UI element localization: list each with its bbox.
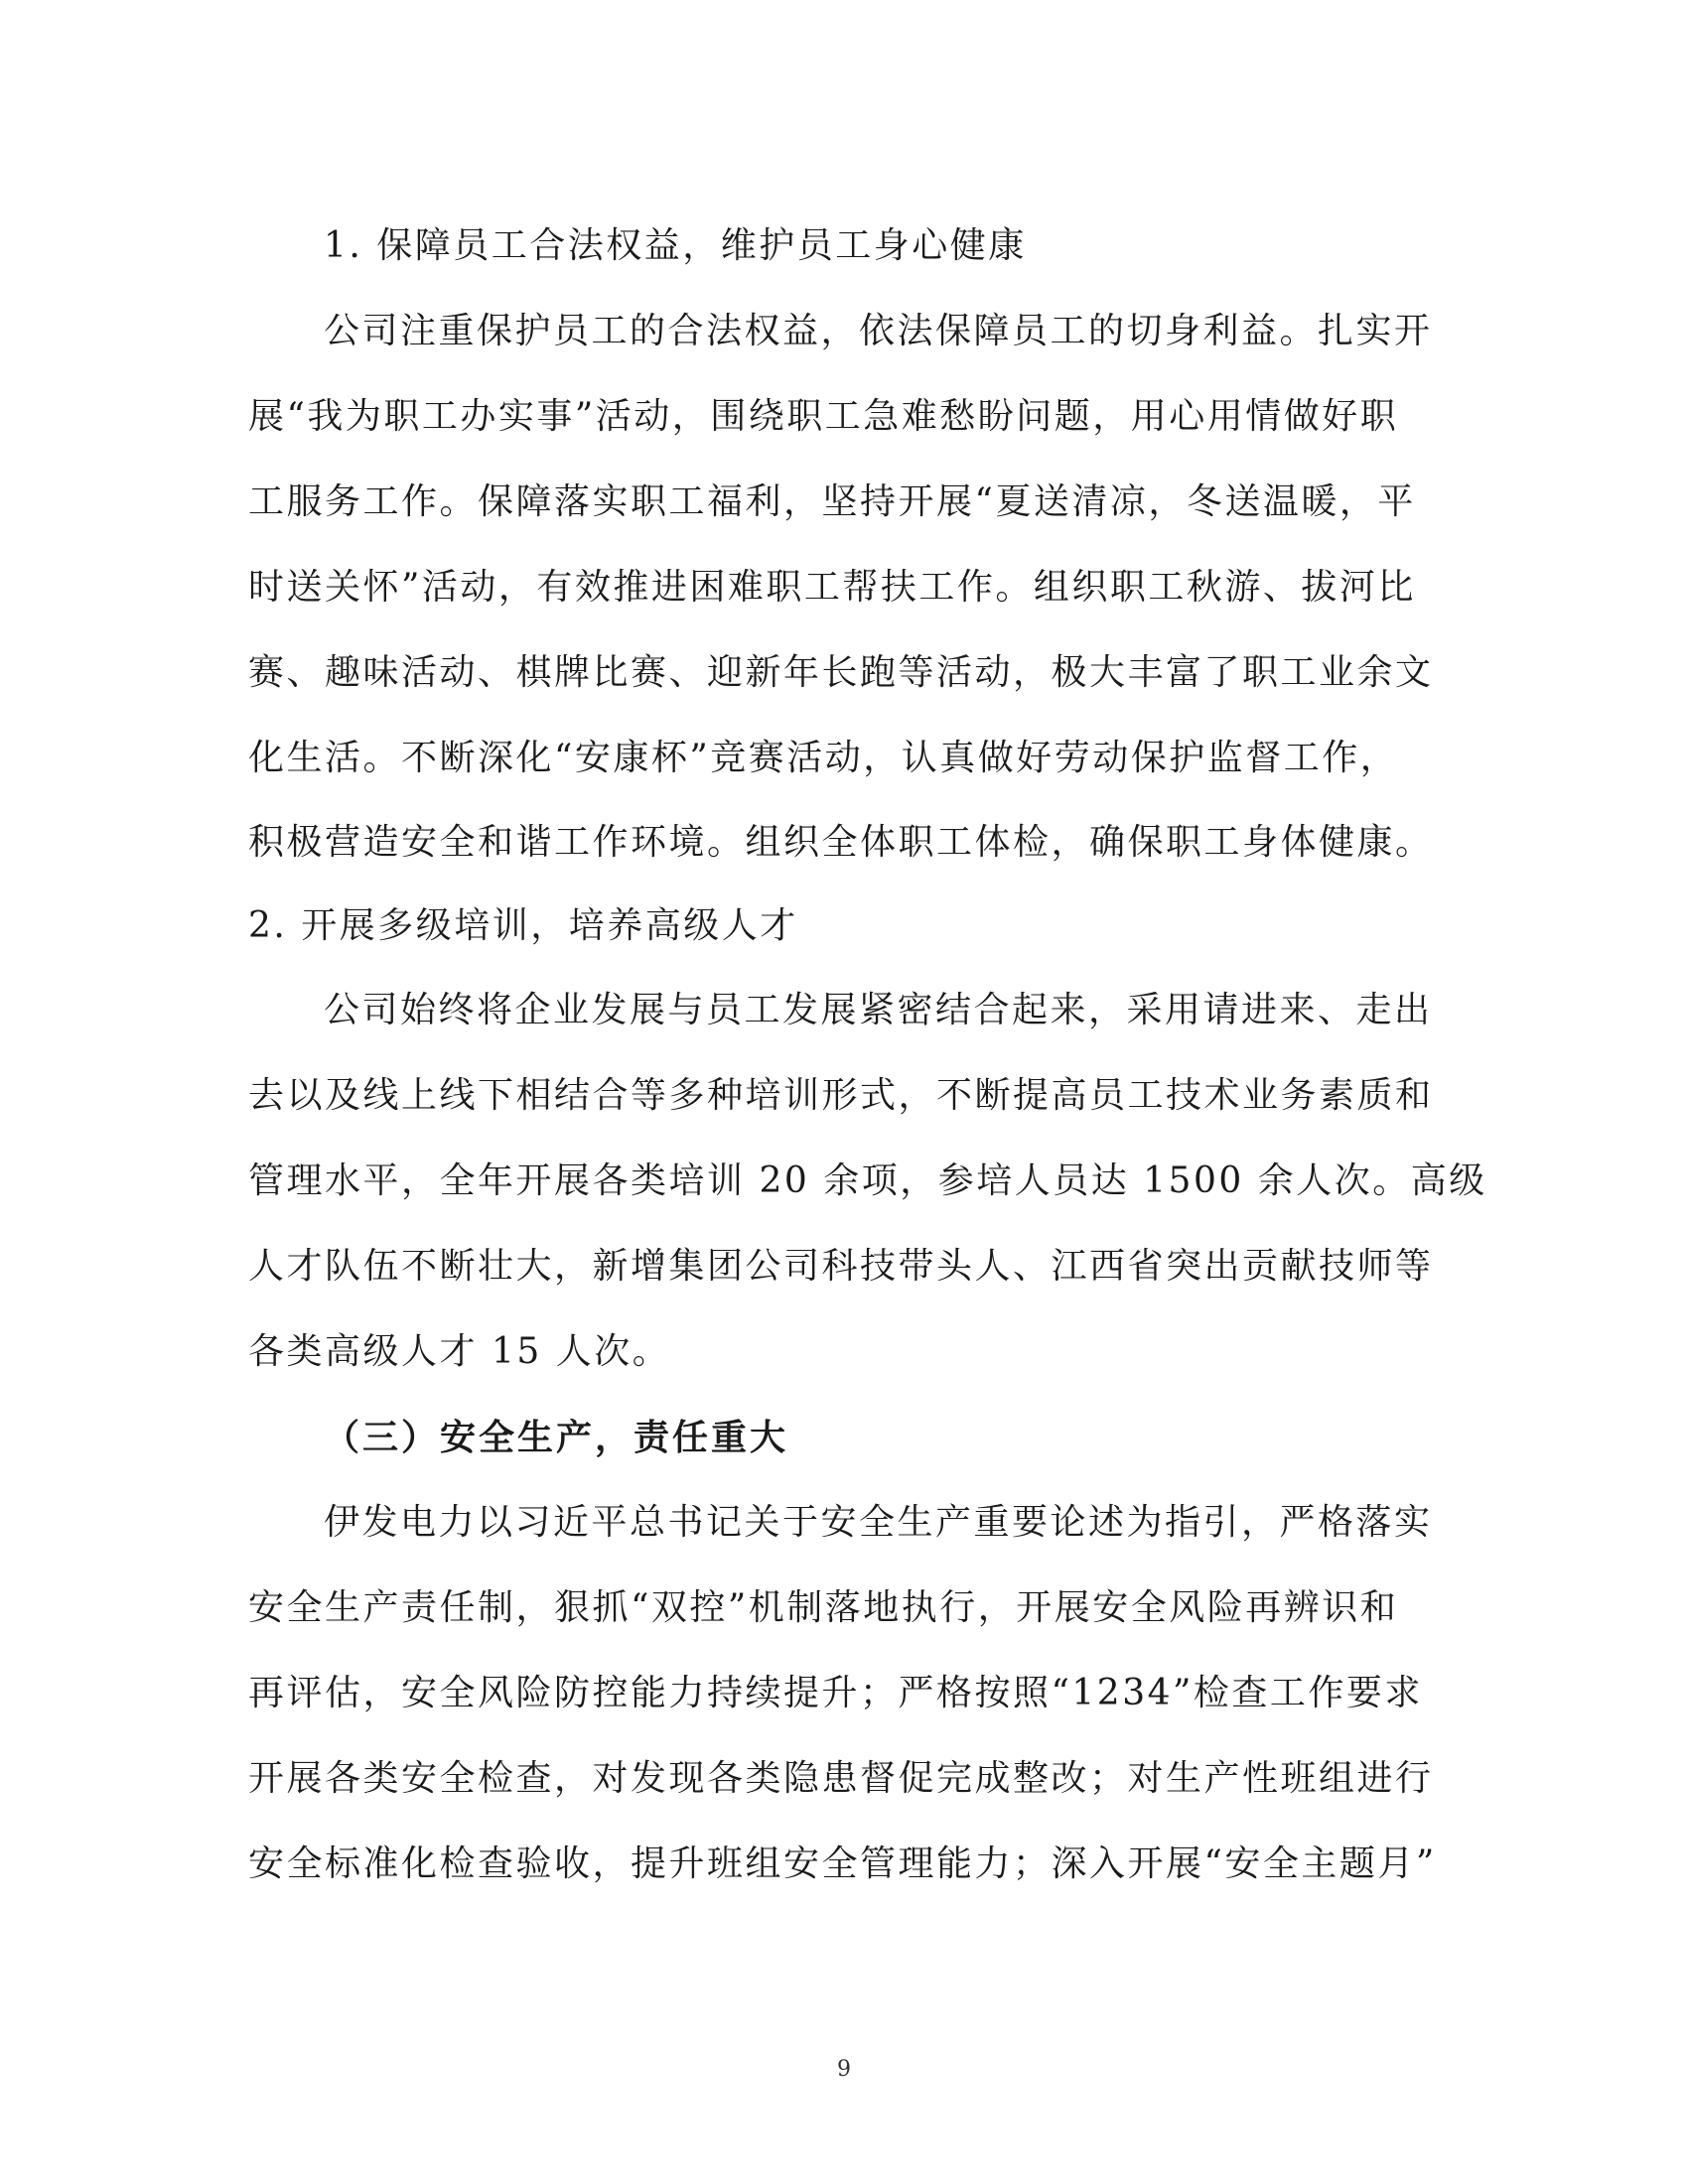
paragraph-line: 开展各类安全检查，对发现各类隐患督促完成整改；对生产性班组进行 [248,1758,1434,1799]
subsection-heading-2: 2. 开展多级培训，培养高级人才 [248,905,798,946]
paragraph-line: 积极营造安全和谐工作环境。组织全体职工体检，确保职工身体健康。 [248,822,1434,863]
paragraph-line: 工服务工作。保障落实职工福利，坚持开展“夏送清凉，冬送温暖，平 [248,481,1416,522]
page-number: 9 [837,2057,851,2082]
paragraph-line: 管理水平，全年开展各类培训 20 余项，参培人员达 1500 余人次。高级 [248,1160,1487,1201]
paragraph-line: 展“我为职工办实事”活动，围绕职工急难愁盼问题，用心用情做好职 [248,396,1399,437]
paragraph-line: 公司注重保护员工的合法权益，依法保障员工的切身利益。扎实开 [324,311,1433,351]
paragraph-line: 赛、趣味活动、棋牌比赛、迎新年长跑等活动，极大丰富了职工业余文 [248,652,1434,693]
section-heading-3: （三）安全生产，责任重大 [324,1417,789,1458]
paragraph-line: 人才队伍不断壮大，新增集团公司科技带头人、江西省突出贡献技师等 [248,1246,1434,1287]
paragraph-line: 时送关怀”活动，有效推进困难职工帮扶工作。组织职工秋游、拔河比 [248,567,1416,608]
paragraph-line: 伊发电力以习近平总书记关于安全生产重要论述为指引，严格落实 [324,1502,1433,1543]
paragraph-line: 化生活。不断深化“安康杯”竞赛活动，认真做好劳动保护监督工作， [248,738,1399,778]
subsection-heading-1: 1. 保障员工合法权益，维护员工身心健康 [324,225,1027,266]
paragraph-line: 各类高级人才 15 人次。 [248,1331,671,1372]
paragraph-line: 再评估，安全风险防控能力持续提升；严格按照“1234”检查工作要求 [248,1673,1423,1713]
paragraph-line: 安全标准化检查验收，提升班组安全管理能力；深入开展“安全主题月” [248,1843,1437,1884]
body-text [248,204,1487,1907]
paragraph-line: 公司始终将企业发展与员工发展紧密结合起来，采用请进来、走出 [324,990,1433,1030]
paragraph-line: 安全生产责任制，狠抓“双控”机制落地执行，开展安全风险再辨识和 [248,1587,1399,1628]
paragraph-line: 去以及线上线下相结合等多种培训形式，不断提高员工技术业务素质和 [248,1075,1434,1116]
